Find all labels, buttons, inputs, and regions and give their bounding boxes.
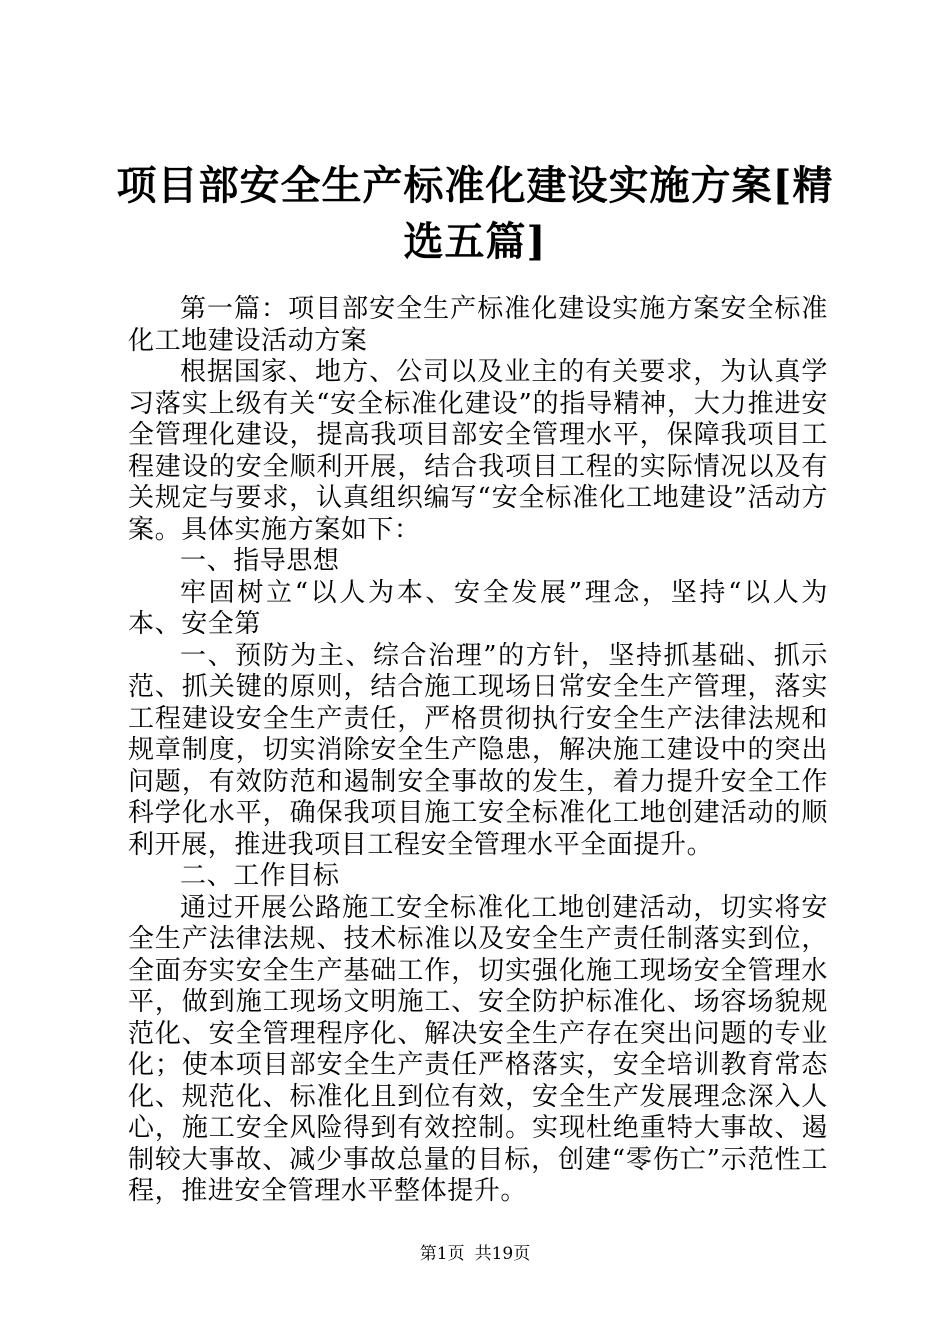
- document-body: [128, 294, 828, 1208]
- intro-paragraph: 根据国家、地方、公司以及业主的有关要求，为认真学习落实上级有关“安全标准化建设”的指导精神，大力推进安全管理化建设，提高我项目部安全管理水平，保障我项目工程建设的安全顺利开展，结合我项目工程的实际情况以及有关规定与要求，认真组织编写“安全标准化工地建设”活动方案。具体实施方案如下：: [128, 357, 828, 545]
- page-footer: [0, 1243, 950, 1265]
- section-heading-part-one: 第一篇：项目部安全生产标准化建设实施方案安全标准化工地建设活动方案: [128, 294, 828, 356]
- total-page-count: 共19页: [474, 1244, 531, 1264]
- work-goals-paragraph: 通过开展公路施工安全标准化工地创建活动，切实将安全生产法律法规、技术标准以及安全生产责任制落实到位，全面夯实安全生产基础工作，切实强化施工现场安全管理水平，做到施工现场文明施工、安全防护标准化、场容场貌规范化、安全管理程序化、解决安全生产存在突出问题的专业化；使本项目部安全生产责任严格落实，安全培训教育常态化、规范化、标准化且到位有效，安全生产发展理念深入人心，施工安全风险得到有效控制。实现杜绝重特大事故、遏制较大事故、减少事故总量的目标，创建“零伤亡”示范性工程，推进安全管理水平整体提升。: [128, 892, 828, 1206]
- document-title: 项目部安全生产标准化建设实施方案[精选五篇]: [116, 162, 834, 265]
- guiding-ideology-paragraph: 牢固树立“以人为本、安全发展”理念，坚持“以人为本、安全第: [128, 577, 828, 639]
- guiding-principle-paragraph: 一、预防为主、综合治理”的方针，坚持抓基础、抓示范、抓关键的原则，结合施工现场日常安全生产管理，落实工程建设安全生产责任，严格贯彻执行安全生产法律法规和规章制度，切实消除安全生产隐患，解决施工建设中的突出问题，有效防范和遏制安全事故的发生，着力提升安全工作科学化水平，确保我项目施工安全标准化工地创建活动的顺利开展，推进我项目工程安全管理水平全面提升。: [128, 640, 828, 860]
- heading-guiding-ideology: 一、指导思想: [180, 546, 340, 576]
- heading-work-goals: 二、工作目标: [180, 861, 340, 891]
- current-page-number: 第1页: [419, 1244, 465, 1264]
